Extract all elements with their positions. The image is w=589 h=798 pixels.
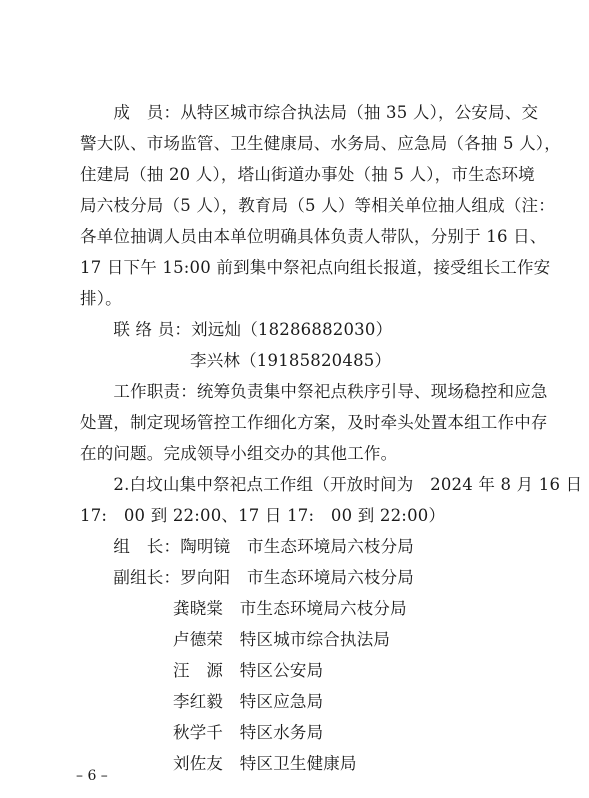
staff-deputy-4: 汪 源 特区公安局 xyxy=(173,661,324,680)
contact-line-1: 联 络 员：刘远灿（18286882030） xyxy=(80,320,393,339)
staff-deputy-2: 龚晓棠 市生态环境局六枝分局 xyxy=(173,599,407,618)
member-line-5: 各单位抽调人员由本单位明确具体负责人带队，分别于 16 日、 xyxy=(80,227,547,246)
section2-heading-line-2: 17: 00 到 22:00、17 日 17: 00 到 22:00） xyxy=(80,506,446,525)
member-line-7: 排）。 xyxy=(80,289,122,308)
member-line-2: 警大队、市场监管、卫生健康局、水务局、应急局（各抽 5 人）， xyxy=(80,134,561,153)
duties-line-2: 处置，制定现场管控工作细化方案，及时牵头处置本组工作中存 xyxy=(80,413,548,432)
duties-line-3: 在的问题。完成领导小组交办的其他工作。 xyxy=(80,444,398,463)
duties-line-1: 工作职责：统筹负责集中祭祀点秩序引导、现场稳控和应急 xyxy=(80,382,548,401)
staff-deputy-3: 卢德荣 特区城市综合执法局 xyxy=(173,630,391,649)
member-line-1: 成 员：从特区城市综合执法局（抽 35 人），公安局、交 xyxy=(80,103,539,122)
staff-deputy-5: 李红毅 特区应急局 xyxy=(173,692,324,711)
staff-deputy-6: 秋学千 特区水务局 xyxy=(173,723,324,742)
staff-deputy-1: 副组长：罗向阳 市生态环境局六枝分局 xyxy=(80,568,414,587)
section2-heading-line-1: 2.白坟山集中祭祀点工作组（开放时间为 2024 年 8 月 16 日 xyxy=(80,475,583,494)
member-line-3: 住建局（抽 20 人），塔山街道办事处（抽 5 人），市生态环境 xyxy=(80,165,535,184)
page-number: – 6 – xyxy=(76,768,108,784)
staff-leader: 组 长：陶明镜 市生态环境局六枝分局 xyxy=(80,537,414,556)
member-line-4: 局六枝分局（5 人），教育局（5 人）等相关单位抽人组成（注： xyxy=(80,196,555,215)
staff-deputy-7: 刘佐友 特区卫生健康局 xyxy=(173,754,357,773)
contact-line-2: 李兴林（19185820485） xyxy=(190,351,392,370)
member-line-6: 17 日下午 15:00 前到集中祭祀点向组长报道，接受组长工作安 xyxy=(80,258,551,277)
